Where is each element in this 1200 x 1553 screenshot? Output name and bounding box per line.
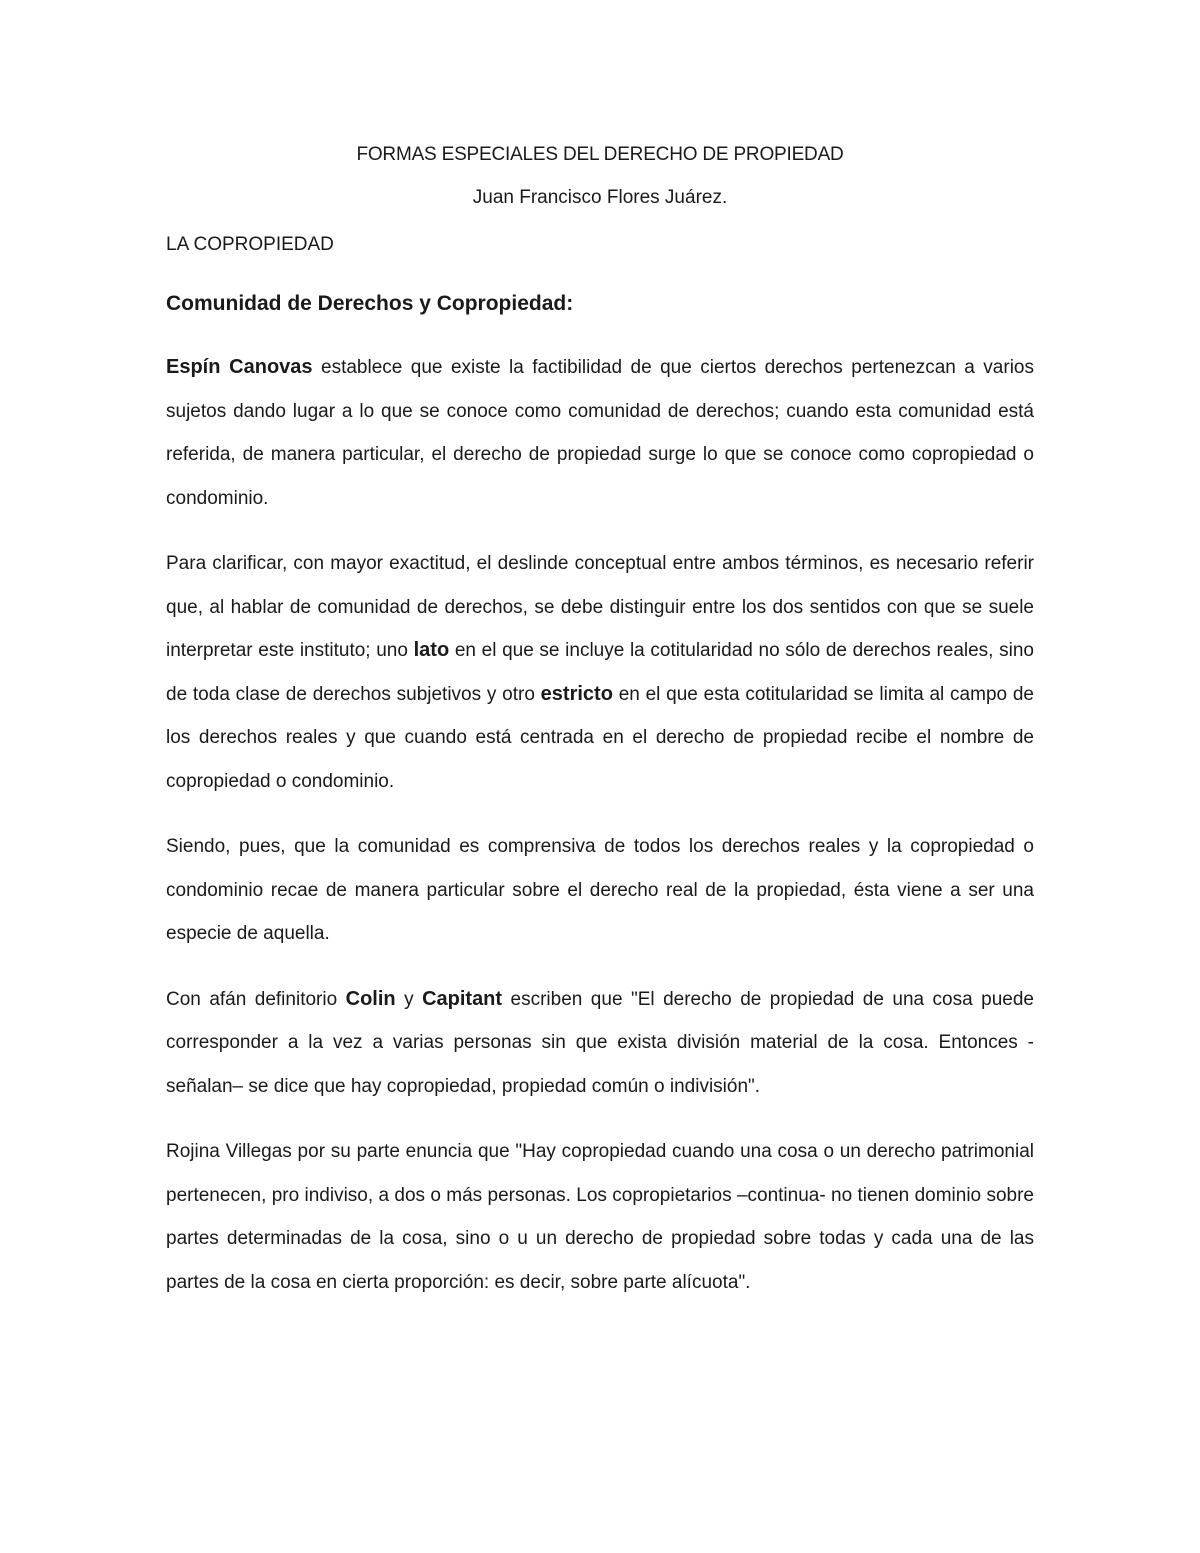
paragraph-2-text-a: Para clarificar, con mayor exactitud, el deslinde conceptual entre ambos términos, es necesario referir que, al hablar de comunidad de derechos, se debe distinguir entre los dos sentidos con que se suele interpretar este instituto; uno (166, 553, 1034, 661)
paragraph-5-text: Rojina Villegas por su parte enuncia que "Hay copropiedad cuando una cosa o un derecho patrimonial pertenecen, pro indiviso, a dos o más personas. Los copropietarios –continua- no tienen dominio sobre partes determinadas de la cosa, sino o u un derecho de propiedad sobre todas y cada una de las partes de la cosa en cierta proporción: es decir, sobre parte alícuota". (166, 1141, 1034, 1293)
paragraph-4 (166, 978, 1034, 1109)
paragraph-3 (166, 825, 1034, 956)
paragraph-5 (166, 1130, 1034, 1304)
bold-term-espin-canovas: Espín Canovas (166, 356, 313, 378)
bold-term-lato: lato (413, 639, 450, 661)
paragraph-1-text: establece que existe la factibilidad de que ciertos derechos pertenezcan a varios sujetos dando lugar a lo que se conoce como comunidad de derechos; cuando esta comunidad está referida, de manera particular, el derecho de propiedad surge lo que se conoce como copropiedad o condominio. (166, 357, 1034, 509)
paragraph-2-text-b: en el que se incluye la cotitularidad no sólo de derechos reales, sino de toda clase de derechos subjetivos y otro (166, 640, 1034, 705)
paragraph-3-text: Siendo, pues, que la comunidad es comprensiva de todos los derechos reales y la copropiedad o condominio recae de manera particular sobre el derecho real de la propiedad, ésta viene a ser una especie de aquella. (166, 836, 1034, 944)
paragraph-4-text-a: Con afán definitorio (166, 988, 346, 1010)
paragraph-2-text-c: en el que esta cotitularidad se limita al campo de los derechos reales y que cuando está centrada en el derecho de propiedad recibe el nombre de copropiedad o condominio. (166, 683, 1034, 792)
bold-term-colin: Colin (345, 987, 396, 1010)
paragraph-4-text-c: escriben que "El derecho de propiedad de una cosa puede corresponder a la vez a varias personas sin que exista división material de la cosa. Entonces -señalan– se dice que hay copropiedad, propiedad común o indivisión". (166, 988, 1034, 1097)
document-title: FORMAS ESPECIALES DEL DERECHO DE PROPIEDAD (356, 144, 844, 165)
sub-heading: Comunidad de Derechos y Copropiedad: (166, 292, 574, 315)
bold-term-estricto: estricto (540, 682, 613, 705)
document-author: Juan Francisco Flores Juárez. (472, 187, 728, 208)
bold-term-capitant: Capitant (422, 987, 503, 1010)
paragraph-1 (166, 346, 1034, 520)
document-body (166, 140, 1034, 1304)
paragraph-2 (166, 542, 1034, 803)
paragraph-4-text-b: y (395, 988, 423, 1010)
section-title: LA COPROPIEDAD (166, 234, 334, 255)
